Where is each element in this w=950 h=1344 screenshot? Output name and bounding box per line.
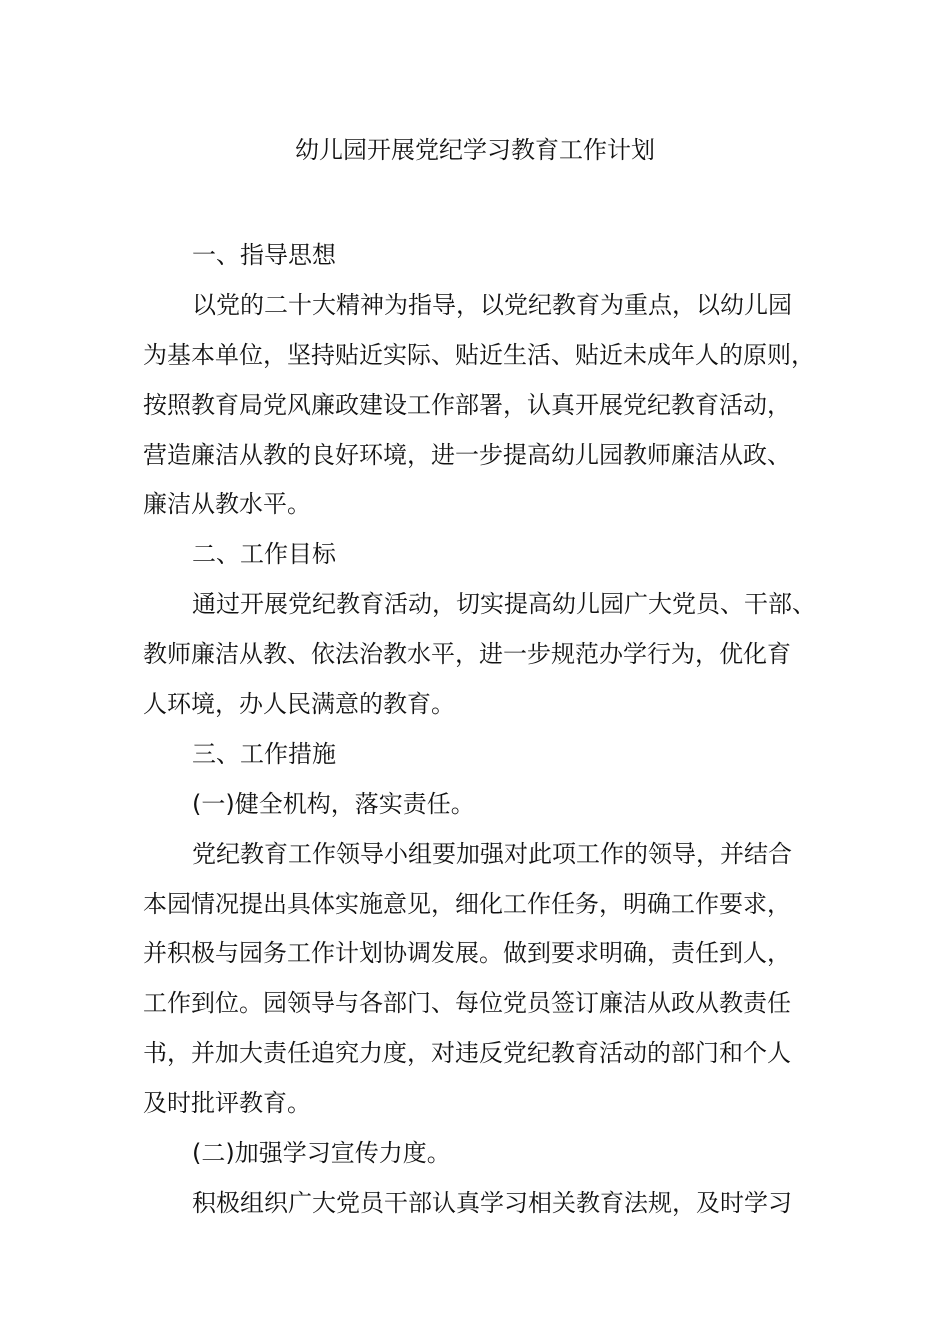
document-body [143,231,815,1229]
section-heading-work-goals: 二、工作目标 [192,540,336,569]
paragraph-line: 本园情况提出具体实施意见，细化工作任务，明确工作要求， [143,889,791,918]
paragraph-line: 工作到位。园领导与各部门、每位党员签订廉洁从政从教责任 [143,989,791,1018]
section-heading-guiding-ideology: 一、指导思想 [192,241,336,269]
document-title: 幼儿园开展党纪学习教育工作计划 [295,136,655,164]
subsection-heading-2: (二)加强学习宣传力度。 [192,1139,451,1168]
paragraph-line: 积极组织广大党员干部认真学习相关教育法规，及时学习 [192,1188,792,1217]
paragraph-line: 教师廉洁从教、依法治教水平，进一步规范办学行为，优化育 [143,640,791,669]
paragraph-line: 并积极与园务工作计划协调发展。做到要求明确，责任到人， [143,939,791,968]
section-heading-work-measures: 三、工作措施 [192,739,336,768]
paragraph-line: 书，并加大责任追究力度，对违反党纪教育活动的部门和个人 [143,1039,791,1068]
paragraph-line: 人环境，办人民满意的教育。 [143,690,455,719]
paragraph-line: 营造廉洁从教的良好环境，进一步提高幼儿园教师廉洁从政、 [143,440,791,469]
paragraph-line: 及时批评教育。 [143,1089,311,1118]
subsection-heading-1: (一)健全机构，落实责任。 [192,789,475,818]
paragraph-line: 以党的二十大精神为指导，以党纪教育为重点，以幼儿园 [192,290,792,319]
paragraph-line: 廉洁从教水平。 [143,490,311,519]
paragraph-line: 为基本单位，坚持贴近实际、贴近生活、贴近未成年人的原则， [143,340,815,369]
paragraph-line: 按照教育局党风廉政建设工作部署，认真开展党纪教育活动， [143,390,791,419]
paragraph-line: 党纪教育工作领导小组要加强对此项工作的领导，并结合 [192,839,792,868]
paragraph-line: 通过开展党纪教育活动，切实提高幼儿园广大党员、干部、 [192,590,816,619]
